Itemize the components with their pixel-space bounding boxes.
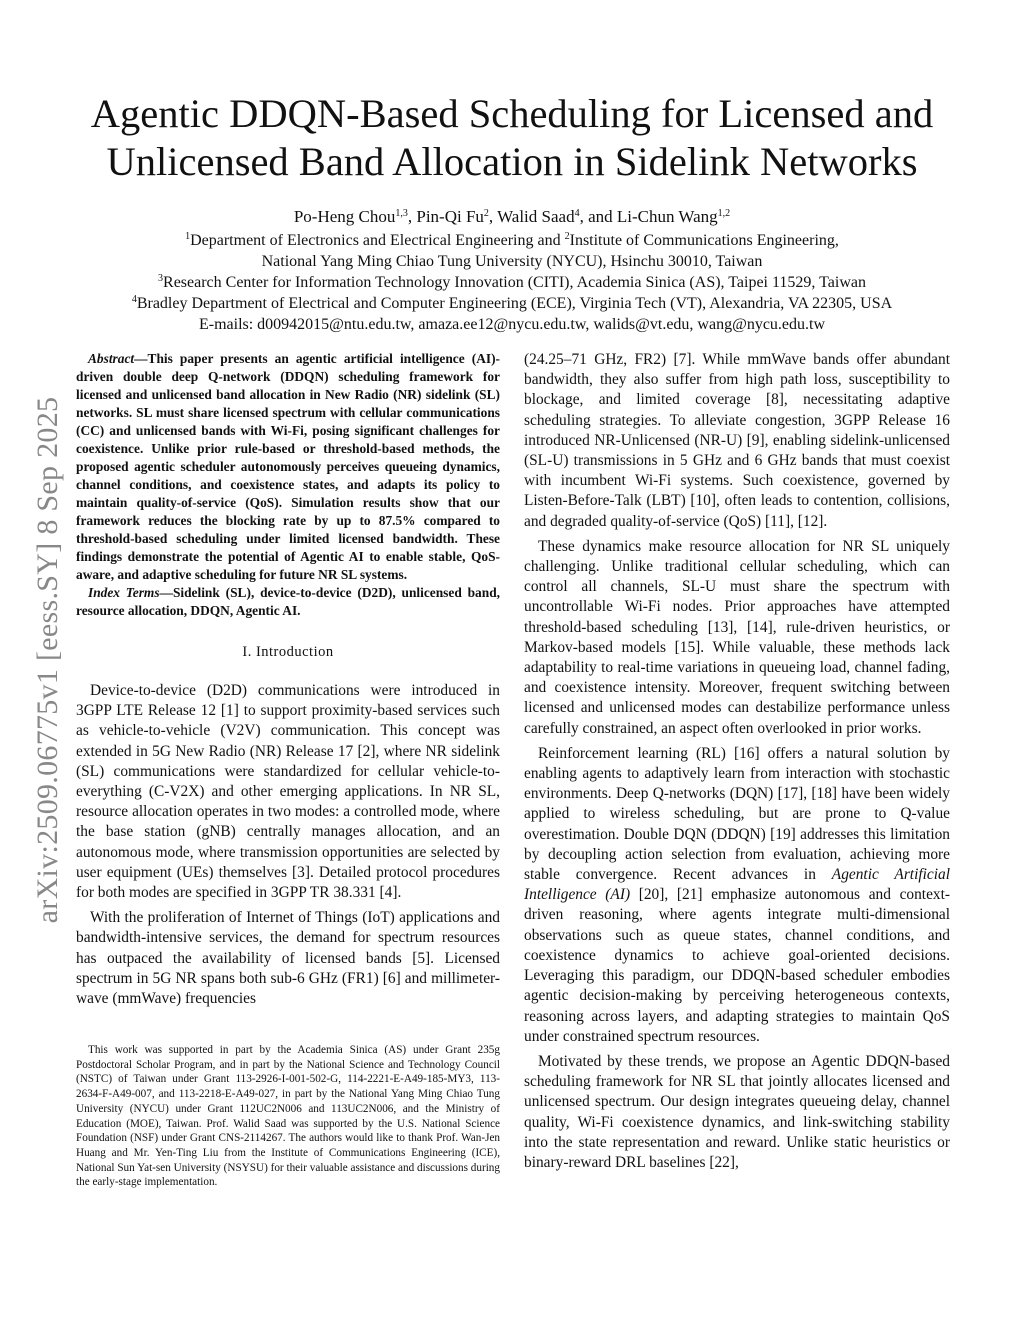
- aff1-sup: 1: [185, 231, 191, 242]
- abstract-paragraph: [76, 350, 500, 584]
- intro-paragraph-3: These dynamics make resource allocation for NR SL uniquely challenging. Unlike traditional cellular scheduling, which can control all channels, SL-U must share the spectrum with uncontrollable Wi-Fi nodes. Prior approaches have attempted threshold-based scheduling [13], [14], rule-driven heuristics, or Markov-based models [15]. While valuable, these methods lack adaptability to real-time variations in queueing load, channel fading, and coexistence intensity. Moreover, frequent switching between licensed and unlicensed modes can destabilize performance unless carefully constrained, an aspect often overlooked in prior works.: [524, 537, 950, 737]
- aff3-text: Research Center for Information Technology Innovation (CITI), Academia Sinica (AS), Taipei 11529, Taiwan: [163, 274, 866, 291]
- intro-paragraph-2: With the proliferation of Internet of Things (IoT) applications and bandwidth-intensive services, the demand for spectrum resources has outpaced the availability of licensed bands [5]. Licensed spectrum in 5G NR spans both sub-6 GHz (FR1) [6] and millimeter-wave (mmWave) frequencies: [76, 909, 500, 1008]
- affiliation-1-line-2: National Yang Ming Chiao Tung University (NYCU), Hsinchu 30010, Taiwan: [261, 253, 763, 270]
- aff2-sup: 2: [564, 231, 570, 242]
- affiliation-1: [60, 230, 964, 251]
- author-2: , Pin-Qi Fu: [407, 207, 484, 226]
- intro-p4-post: [20], [21] emphasize autonomous and context-driven reasoning, where agents integrate multi-dimensional observations such as queue states, channel conditions, and coexistence dynamics to achieve goal-oriented decisions. Leveraging this paradigm, our DDQN-based scheduler embodies agentic decision-making by perceiving heterogeneous contexts, reasoning across layers, and adapting strategies to maintain QoS under constrained spectrum resources.: [524, 886, 950, 1045]
- aff3-sup: 3: [158, 273, 164, 284]
- aff2-text: Institute of Communications Engineering,: [569, 232, 839, 249]
- intro-p4-pre: Reinforcement learning (RL) [16] offers a natural solution by enabling agents to adaptively learn from interaction with stochastic environments. Deep Q-networks (DQN) [17], [18] have been widely applied to wireless scheduling, but are prone to Q-value overestimation. Double DQN (DDQN) [19] addresses this limitation by decoupling action selection from evaluation, achieving more stable convergence. Recent advances in: [524, 744, 950, 884]
- right-column: [524, 350, 950, 1178]
- author-1-sup: 1,3: [395, 208, 408, 219]
- left-column: [76, 350, 500, 1014]
- abstract-label: Abstract: [88, 351, 135, 366]
- intro-paragraph-2-cont: (24.25–71 GHz, FR2) [7]. While mmWave bands offer abundant bandwidth, they also suffer from high path loss, susceptibility to blockage, and limited coverage [8], necessitating adaptive scheduling strategies. To alleviate congestion, 3GPP Release 16 introduced NR-Unlicensed (NR-U) [9], enabling sidelink-unlicensed (SL-U) transmissions in 5 GHz and 6 GHz bands that must coexist with incumbent Wi-Fi systems. Such coexistence, governed by Listen-Before-Talk (LBT) [10], often leads to contention, collisions, and degraded quality-of-service (QoS) [11], [12].: [524, 351, 950, 530]
- author-4: , and Li-Chun Wang: [579, 207, 718, 226]
- intro-right-text: [524, 350, 950, 1173]
- arxiv-identifier: arXiv:2509.06775v1 [eess.SY] 8 Sep 2025: [31, 396, 64, 924]
- abstract: [76, 350, 500, 620]
- author-emails: E-mails: d00942015@ntu.edu.tw, amaza.ee12@nycu.edu.tw, walids@vt.edu, wang@nycu.edu.tw: [198, 316, 826, 333]
- title-line-1: Agentic DDQN-Based Scheduling for Licensed and: [90, 91, 934, 136]
- funding-footnote: [76, 1043, 500, 1190]
- intro-paragraph-4: [524, 744, 950, 1047]
- author-block: [60, 206, 964, 335]
- index-terms-label: Index Terms: [88, 585, 160, 600]
- intro-paragraph-1: Device-to-device (D2D) communications were introduced in 3GPP LTE Release 12 [1] to support proximity-based services such as vehicle-to-vehicle (V2V) communication. This concept was extended in 5G New Radio (NR) Release 17 [2], where NR sidelink (SL) communications were standardized for cellular vehicle-to-everything (C-V2X) and other emerging applications. In NR SL, resource allocation operates in two modes: a controlled mode, where the base station (gNB) centrally manages allocation, and an autonomous mode, where transmission opportunities are selected by user equipment (UEs) themselves [3]. Detailed protocol procedures for both modes are specified in 3GPP TR 38.331 [4].: [76, 682, 500, 902]
- intro-p4-emphasis: Agentic Artificial Intelligence (AI): [524, 866, 950, 904]
- author-2-sup: 2: [483, 208, 489, 219]
- title-line-2: Unlicensed Band Allocation in Sidelink Networks: [106, 139, 918, 184]
- index-terms-text: —Sidelink (SL), device-to-device (D2D), unlicensed band, resource allocation, DDQN, Agentic AI.: [76, 585, 500, 618]
- abstract-text: —This paper presents an agentic artificial intelligence (AI)-driven double deep Q-network (DDQN) scheduling framework for licensed and unlicensed band allocation in New Radio (NR) sidelink (SL) networks. SL must share licensed spectrum with cellular communications (CC) and unlicensed bands with Wi-Fi, posing significant challenges for coexistence. Unlike prior rule-based or threshold-based methods, the proposed agentic scheduler autonomously perceives queueing dynamics, channel conditions, and coexistence states, and adapts its policy to maintain quality-of-service (QoS). Simulation results show that our framework reduces the blocking rate by up to 87.5% compared to threshold-based scheduling under limited licensed bandwidth. These findings demonstrate the potential of Agentic AI to enable stable, QoS-aware, and adaptive scheduling for future NR SL systems.: [76, 351, 500, 582]
- footnote-text: This work was supported in part by the Academia Sinica (AS) under Grant 235g Postdoctoral Scholar Program, and in part by the National Science and Technology Council (NSTC) of Taiwan under Grant 113-2926-I-001-502-G, 114-2221-E-A49-185-MY3, 113-2634-F-A49-007, and 113-2218-E-A49-027, in part by the National Yang Ming Chiao Tung University (NYCU) under Grant 112UC2N006 and 113UC2N006, and the Ministry of Education (MOE), Taiwan. Prof. Walid Saad was supported by the U.S. National Science Foundation (NSF) under Grant CNS-2114267. The authors would like to thank Prof. Wan-Jen Huang and Mr. Yen-Ting Liu from the Institute of Communications Engineering (ICE), National Sun Yat-sen University (NSYSU) for their valuable assistance and discussions during the early-stage implementation.: [76, 1044, 500, 1189]
- intro-left-text: [76, 681, 500, 1009]
- arxiv-sidebar: [26, 340, 70, 980]
- index-terms: [76, 584, 500, 620]
- aff1-text: Department of Electronics and Electrical Engineering and: [190, 232, 565, 249]
- author-4-sup: 1,2: [717, 208, 731, 219]
- author-3: , Walid Saad: [488, 207, 575, 226]
- aff4-text: Bradley Department of Electrical and Computer Engineering (ECE), Virginia Tech (VT), Alexandria, VA 22305, USA: [136, 295, 893, 312]
- author-3-sup: 4: [574, 208, 580, 219]
- affiliation-4: [60, 293, 964, 314]
- intro-paragraph-5: Motivated by these trends, we propose an Agentic DDQN-based scheduling framework for NR SL that jointly allocates licensed and unlicensed spectrum. Our design integrates queueing delay, channel quality, Wi-Fi coexistence dynamics, and link-switching stability into the state representation and reward. Unlike static heuristics or binary-reward DRL baselines [22],: [524, 1052, 950, 1171]
- author-1: Po-Heng Chou: [293, 207, 396, 226]
- aff4-sup: 4: [131, 294, 137, 305]
- author-names: [60, 206, 964, 227]
- section-heading-introduction: I. Introduction: [242, 644, 334, 660]
- paper-title: [60, 90, 964, 186]
- affiliation-3: [60, 272, 964, 293]
